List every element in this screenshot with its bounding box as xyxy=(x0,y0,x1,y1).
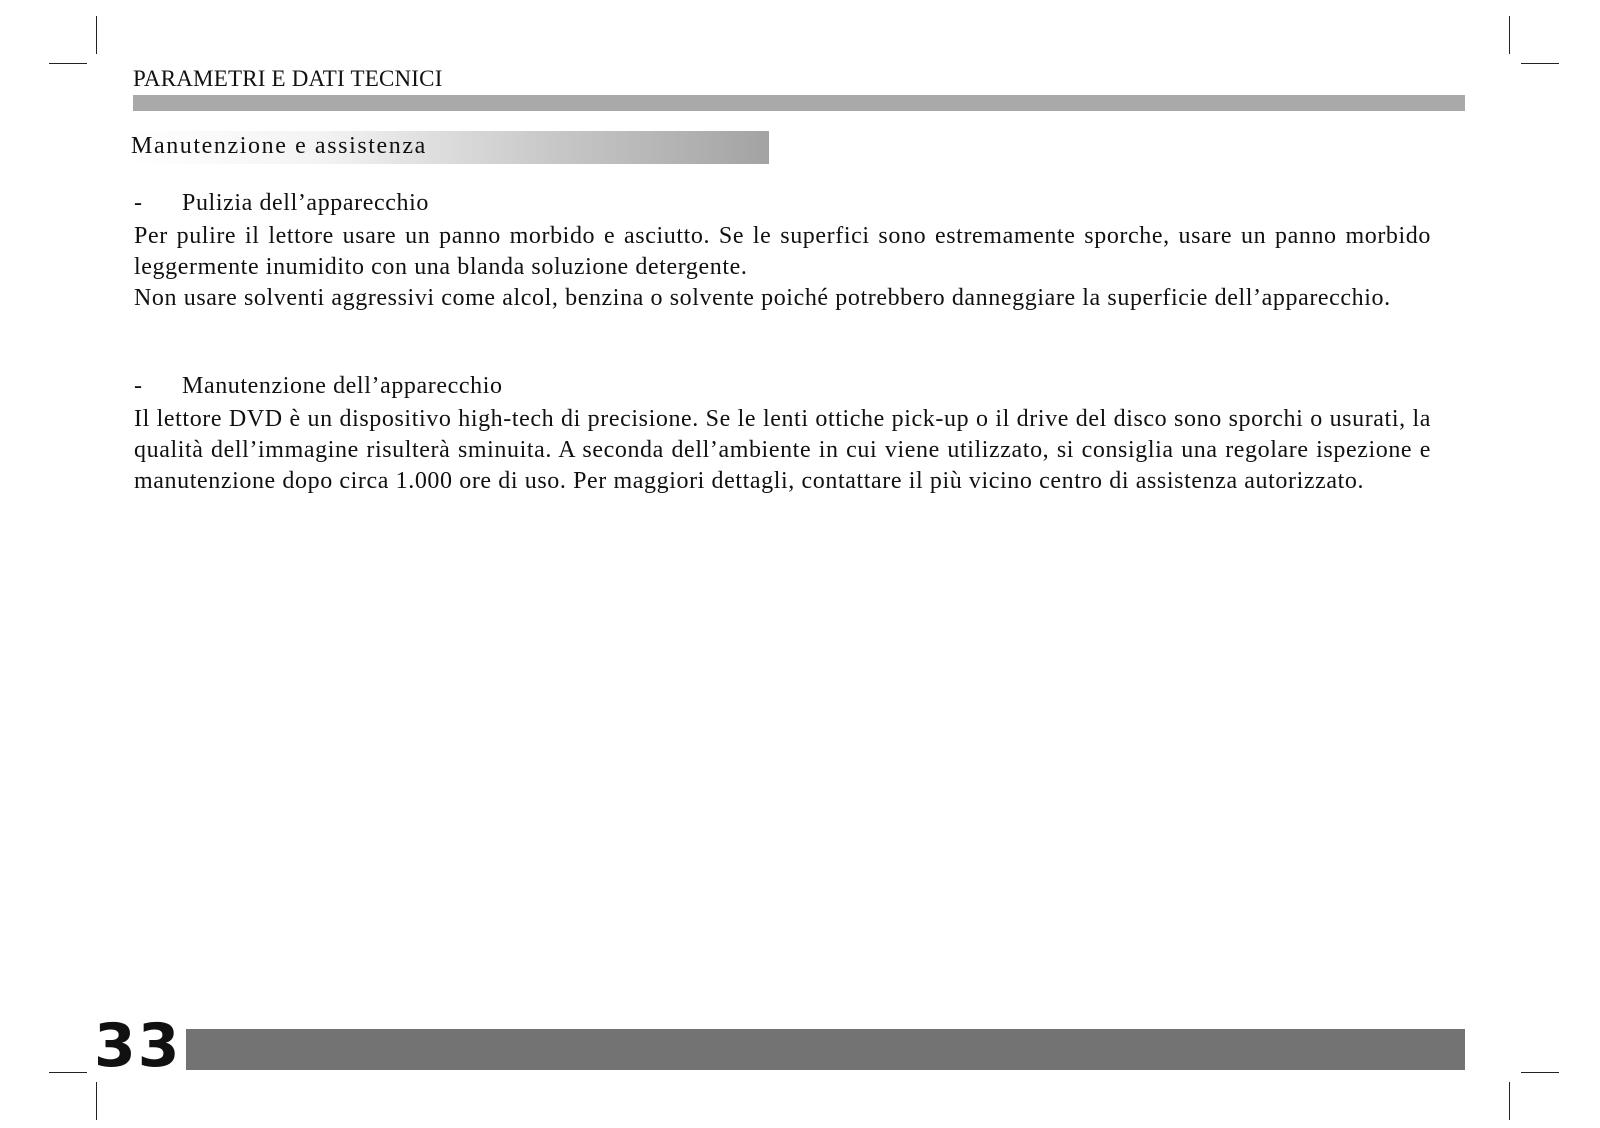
page-header-title: PARAMETRI E DATI TECNICI xyxy=(133,66,443,91)
crop-mark-bottom-right-vertical xyxy=(1509,1082,1510,1120)
subheading-cleaning-label: Pulizia dell’apparecchio xyxy=(182,190,429,216)
subheading-cleaning xyxy=(134,190,429,217)
page-number: 33 xyxy=(94,1011,182,1081)
paragraph-cleaning-1: Per pulire il lettore usare un panno morbido e asciutto. Se le superfici sono estremamente sporche, usare un panno morbido leggermente inumidito con una blanda soluzione detergente. xyxy=(134,223,1431,280)
crop-mark-bottom-right-horizontal xyxy=(1521,1072,1559,1073)
footer-rule xyxy=(186,1029,1465,1070)
crop-mark-bottom-left-vertical xyxy=(96,1082,97,1120)
subheading-maintenance-label: Manutenzione dell’apparecchio xyxy=(182,373,503,399)
crop-mark-top-left-horizontal xyxy=(49,63,87,64)
crop-mark-top-right-vertical xyxy=(1509,16,1510,54)
crop-mark-top-left-vertical xyxy=(96,16,97,54)
crop-mark-top-right-horizontal xyxy=(1521,63,1559,64)
list-dash: - xyxy=(134,190,143,216)
section-title: Manutenzione e assistenza xyxy=(131,133,427,159)
crop-mark-bottom-left-horizontal xyxy=(49,1072,87,1073)
paragraph-maintenance-1: Il lettore DVD è un dispositivo high-tech di precisione. Se le lenti ottiche pick-up o il drive del disco sono sporchi o usurati, la qualità dell’immagine risulterà sminuita. A seconda dell’ambiente in cui viene utilizzato, si consiglia una regolare ispezione e manutenzione dopo circa 1.000 ore di uso. Per maggiori dettagli, contattare il più vicino centro di assistenza autorizzato. xyxy=(134,406,1431,494)
paragraph-cleaning-2: Non usare solventi aggressivi come alcol, benzina o solvente poiché potrebbero danneggiare la superficie dell’apparecchio. xyxy=(134,285,1391,311)
header-rule xyxy=(133,95,1465,111)
list-dash: - xyxy=(134,373,143,399)
subheading-maintenance xyxy=(134,373,503,400)
